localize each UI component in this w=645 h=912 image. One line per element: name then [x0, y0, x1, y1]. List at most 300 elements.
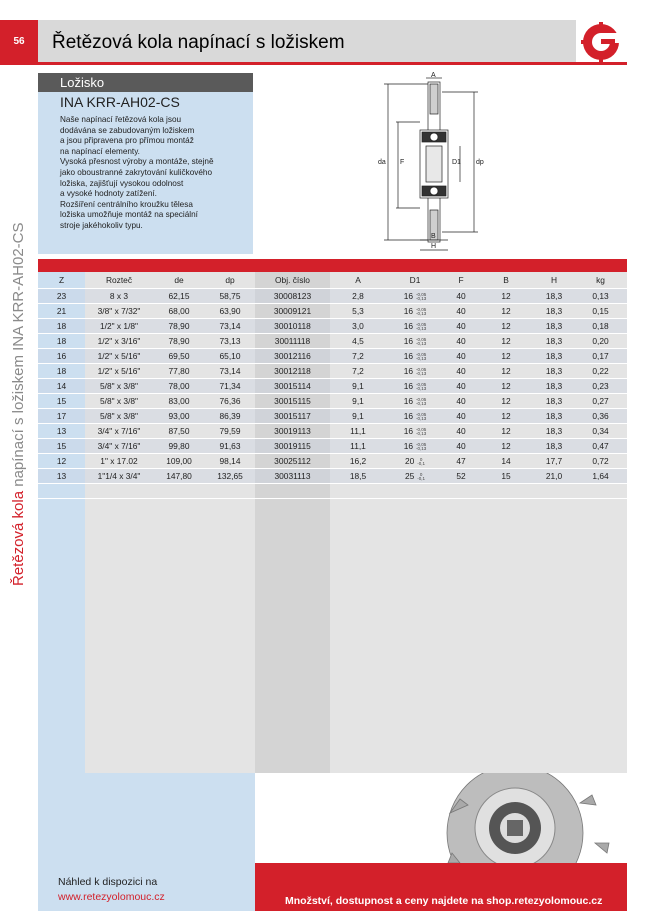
- cell-b-value: 12: [501, 306, 511, 316]
- cell-de: [153, 319, 205, 334]
- cell-dp: [205, 289, 255, 304]
- cell-f: [444, 364, 478, 379]
- table-row: [38, 469, 627, 484]
- cell-de: [153, 289, 205, 304]
- cell-a-value: 11,1: [350, 441, 366, 451]
- tolerance-upper: 0: [419, 456, 423, 462]
- cell-f-value: 40: [456, 396, 466, 406]
- tolerance-upper: -0,05: [416, 426, 427, 432]
- cell-z: [38, 409, 85, 424]
- cell-h-value: 17,7: [545, 456, 563, 466]
- cell-obj: [255, 319, 330, 334]
- cell-roztec-value: 5/8" x 3/8": [99, 381, 139, 391]
- header-underline: [38, 62, 627, 65]
- cell-obj-value: 30012116: [274, 351, 311, 361]
- cell-f-value: 52: [456, 471, 466, 481]
- cell-roztec: [85, 304, 153, 319]
- cell-f-value: 40: [456, 366, 466, 376]
- cell-de: [153, 364, 205, 379]
- header-a: A: [330, 272, 386, 289]
- cell-obj: [255, 364, 330, 379]
- header-obj: Obj. číslo: [255, 272, 330, 289]
- cell-b-value: 12: [501, 351, 511, 361]
- cell-d1-value: 16: [403, 366, 414, 376]
- cell-d1-value: 16: [403, 441, 414, 451]
- cell-roztec-value: 5/8" x 3/8": [99, 396, 139, 406]
- cell-dp-value: 73,14: [219, 366, 241, 376]
- cell-obj: [255, 394, 330, 409]
- cell-f-value: 40: [456, 306, 466, 316]
- cell-b-value: 15: [501, 471, 511, 481]
- header-b: B: [478, 272, 534, 289]
- cell-h-value: 18,3: [545, 291, 563, 301]
- description-line: a vysoké hodnoty zatížení.: [60, 189, 157, 199]
- cell-a-value: 18,5: [349, 471, 367, 481]
- description: [60, 115, 240, 232]
- vertical-sidebar: [2, 72, 34, 592]
- cell-kg-value: 0,47: [592, 441, 609, 451]
- cell-z-value: 15: [56, 396, 67, 406]
- label-b: B: [431, 233, 436, 240]
- cell-roztec: [85, 364, 153, 379]
- cell-b-value: 12: [501, 321, 511, 331]
- table-row: [38, 439, 627, 454]
- cell-f: [444, 394, 478, 409]
- cell-h: [534, 394, 574, 409]
- tolerance-upper: -0,05: [416, 336, 427, 342]
- cell-roztec: [85, 349, 153, 364]
- cell-a: [330, 379, 386, 394]
- cell-d1-value: 16: [403, 291, 414, 301]
- label-da: da: [378, 159, 386, 166]
- preview-note: Náhled k dispozici na: [58, 876, 158, 888]
- cell-dp-value: 73,14: [219, 321, 241, 331]
- product-table: [38, 272, 627, 499]
- cell-a: [330, 319, 386, 334]
- cell-roztec-value: 3/8" x 7/32": [97, 306, 141, 316]
- header-dp: dp: [205, 272, 255, 289]
- cell-a-value: 9,1: [352, 411, 364, 421]
- cell-obj-value: 30019115: [274, 441, 311, 451]
- tolerance-lower: -0,13: [416, 400, 427, 406]
- cell-roztec-value: 1/2" x 1/8": [99, 321, 139, 331]
- table-row: [38, 379, 627, 394]
- cell-a: [330, 304, 386, 319]
- d1-tolerance: [417, 458, 425, 466]
- cell-obj-value: 30025112: [274, 456, 311, 466]
- cell-z-value: 17: [56, 411, 67, 421]
- cell-b: [478, 364, 534, 379]
- d1-tolerance: [417, 473, 425, 481]
- cell-dp: [205, 379, 255, 394]
- cell-de: [153, 409, 205, 424]
- tolerance-upper: -0,05: [416, 351, 427, 357]
- company-logo: [576, 20, 627, 65]
- cell-kg-value: 0,13: [592, 291, 609, 301]
- d1-tolerance: [416, 368, 426, 376]
- table-row: [38, 304, 627, 319]
- cell-h: [534, 469, 574, 484]
- cell-a: [330, 334, 386, 349]
- header-d1: D1: [386, 272, 444, 289]
- tolerance-lower: -0,13: [416, 355, 427, 361]
- cell-b-value: 12: [501, 411, 511, 421]
- d1-tolerance: [416, 293, 426, 301]
- cell-z: [38, 319, 85, 334]
- description-line: dodávána se zabudovaným ložiskem: [60, 125, 195, 135]
- table-header-row: [38, 272, 627, 289]
- d1-tolerance: [416, 308, 426, 316]
- cell-d1: [386, 289, 444, 304]
- cell-obj-value: 30012118: [274, 366, 311, 376]
- description-line: Naše napínací řetězová kola jsou: [60, 115, 182, 124]
- table-row: [38, 364, 627, 379]
- cell-b: [478, 454, 534, 469]
- cell-z: [38, 364, 85, 379]
- cell-de-value: 109,00: [166, 456, 192, 466]
- cell-f-value: 40: [456, 321, 466, 331]
- cell-dp-value: 86,39: [219, 411, 241, 421]
- cell-f: [444, 319, 478, 334]
- label-f: F: [400, 159, 405, 166]
- cell-f: [444, 424, 478, 439]
- cell-obj-value: 30008123: [273, 291, 312, 301]
- d1-tolerance: [416, 428, 426, 436]
- cell-f-value: 40: [456, 381, 466, 391]
- cell-z-value: 23: [56, 291, 67, 301]
- table-row: [38, 424, 627, 439]
- cell-de-value: 78,90: [168, 336, 190, 346]
- cell-f-value: 40: [456, 351, 466, 361]
- d1-tolerance: [416, 383, 426, 391]
- cell-d1-value: 16: [403, 351, 414, 361]
- header-h: H: [534, 272, 574, 289]
- cell-obj-value: 30031113: [274, 471, 311, 481]
- cell-de-value: 68,00: [168, 306, 190, 316]
- cell-a-value: 4,5: [352, 336, 364, 346]
- cell-kg: [574, 379, 627, 394]
- cell-d1-value: 16: [403, 381, 414, 391]
- cell-dp: [205, 319, 255, 334]
- d1-tolerance: [416, 443, 426, 451]
- cell-dp: [205, 424, 255, 439]
- tolerance-lower: -0,13: [416, 295, 427, 301]
- cell-a: [330, 394, 386, 409]
- cell-b-value: 12: [501, 441, 511, 451]
- cell-z: [38, 349, 85, 364]
- description-line: jako oboustranné zakrytování kuličkového: [60, 167, 213, 177]
- cell-f-value: 40: [456, 291, 466, 301]
- cell-f-value: 47: [456, 456, 466, 466]
- cell-a-value: 9,1: [352, 381, 364, 391]
- cell-z-value: 18: [56, 366, 67, 376]
- d1-tolerance: [416, 398, 426, 406]
- cell-de-value: 93,00: [168, 411, 190, 421]
- tolerance-lower: -0,13: [416, 385, 427, 391]
- cell-d1-value: 16: [403, 306, 414, 316]
- cell-f: [444, 469, 478, 484]
- label-a: A: [431, 72, 436, 79]
- cell-h-value: 18,3: [545, 441, 563, 451]
- cell-roztec: [85, 409, 153, 424]
- cell-dp: [205, 454, 255, 469]
- cell-d1: [386, 349, 444, 364]
- cell-de-value: 99,80: [168, 441, 190, 451]
- tolerance-lower: -0,1: [417, 460, 426, 466]
- cell-f-value: 40: [456, 441, 466, 451]
- cell-a: [330, 289, 386, 304]
- cell-de-value: 147,80: [166, 471, 192, 481]
- cell-d1: [386, 409, 444, 424]
- cell-f: [444, 334, 478, 349]
- cell-z-value: 13: [56, 426, 67, 436]
- cell-a-value: 2,8: [352, 291, 364, 301]
- description-line: a jsou připravena pro přímou montáž: [60, 136, 194, 146]
- cell-h: [534, 364, 574, 379]
- cell-roztec-value: 8 x 3: [109, 291, 129, 301]
- cell-kg-value: 0,22: [592, 366, 609, 376]
- tolerance-lower: -0,1: [417, 475, 426, 481]
- table-row: [38, 349, 627, 364]
- cell-f: [444, 304, 478, 319]
- cell-z: [38, 334, 85, 349]
- cell-dp-value: 65,10: [219, 351, 241, 361]
- cell-de: [153, 349, 205, 364]
- cell-h: [534, 439, 574, 454]
- cell-roztec: [85, 424, 153, 439]
- cell-obj: [255, 304, 330, 319]
- tolerance-lower: -0,13: [416, 430, 427, 436]
- cell-obj-value: 30019113: [274, 426, 311, 436]
- table-row: [38, 454, 627, 469]
- cell-d1-value: 16: [403, 336, 414, 346]
- cell-b: [478, 469, 534, 484]
- page-number: 56: [13, 36, 25, 47]
- cell-h-value: 18,3: [545, 336, 563, 346]
- tolerance-lower: -0,13: [416, 310, 427, 316]
- d1-tolerance: [416, 323, 426, 331]
- cell-obj: [255, 349, 330, 364]
- table-row: [38, 319, 627, 334]
- cell-h-value: 18,3: [545, 426, 563, 436]
- d1-tolerance: [416, 353, 426, 361]
- tolerance-upper: 0: [419, 471, 423, 477]
- header-z: Z: [38, 272, 85, 289]
- section-label: Ložisko: [60, 75, 105, 90]
- cell-f: [444, 289, 478, 304]
- cell-de: [153, 304, 205, 319]
- cell-d1-value: 16: [403, 321, 414, 331]
- cell-obj: [255, 379, 330, 394]
- cell-dp-value: 132,65: [217, 471, 243, 481]
- cell-roztec-value: 1"1/4 x 3/4": [97, 471, 141, 481]
- cell-z-value: 16: [56, 351, 67, 361]
- cell-de-value: 83,00: [168, 396, 190, 406]
- cell-d1-value: 16: [403, 426, 414, 436]
- tolerance-lower: -0,13: [416, 370, 427, 376]
- cell-kg-value: 0,18: [592, 321, 609, 331]
- cell-b: [478, 304, 534, 319]
- cell-a-value: 9,1: [352, 396, 364, 406]
- cell-h: [534, 289, 574, 304]
- cell-de: [153, 379, 205, 394]
- cell-z: [38, 289, 85, 304]
- cell-obj-value: 30015117: [274, 411, 311, 421]
- cell-d1: [386, 364, 444, 379]
- cell-roztec-value: 1/2" x 3/16": [97, 336, 141, 346]
- cell-obj-value: 30015115: [274, 396, 311, 406]
- cell-obj-value: 30009121: [273, 306, 312, 316]
- label-dp: dp: [476, 159, 484, 166]
- cell-kg-value: 1,64: [592, 471, 609, 481]
- cell-a-value: 16,2: [349, 456, 367, 466]
- cell-dp: [205, 439, 255, 454]
- cell-a-value: 11,1: [350, 426, 366, 436]
- cell-d1: [386, 469, 444, 484]
- cell-obj-value: 30015114: [274, 381, 311, 391]
- table-top-bar: [38, 259, 627, 272]
- cell-roztec: [85, 439, 153, 454]
- cell-roztec-value: 1/2" x 5/16": [97, 366, 141, 376]
- d1-tolerance: [416, 413, 426, 421]
- cell-dp: [205, 349, 255, 364]
- cell-kg: [574, 454, 627, 469]
- cell-b-value: 12: [501, 336, 511, 346]
- website-link[interactable]: www.retezyolomouc.cz: [58, 891, 165, 903]
- cell-roztec: [85, 319, 153, 334]
- cell-b: [478, 424, 534, 439]
- cell-de: [153, 334, 205, 349]
- cell-z-value: 13: [56, 471, 67, 481]
- cell-obj: [255, 409, 330, 424]
- shop-note[interactable]: Množství, dostupnost a ceny najdete na shop.retezyolomouc.cz: [285, 895, 603, 907]
- cell-roztec-value: 1/2" x 5/16": [97, 351, 141, 361]
- cell-dp-value: 98,14: [219, 456, 241, 466]
- cell-z: [38, 469, 85, 484]
- tolerance-upper: -0,05: [416, 306, 427, 312]
- tolerance-upper: -0,05: [416, 366, 427, 372]
- cell-h: [534, 334, 574, 349]
- cell-roztec-value: 3/4" x 7/16": [97, 441, 141, 451]
- description-line: na napínací elementy.: [60, 146, 140, 156]
- cell-h-value: 21,0: [545, 471, 563, 481]
- cell-roztec: [85, 334, 153, 349]
- cell-kg-value: 0,15: [592, 306, 609, 316]
- header-de: de: [153, 272, 205, 289]
- cell-kg: [574, 319, 627, 334]
- cell-obj-value: 30011118: [274, 336, 311, 346]
- label-h: H: [431, 243, 437, 250]
- tolerance-upper: -0,05: [416, 396, 427, 402]
- tolerance-lower: -0,13: [416, 325, 427, 331]
- cell-roztec: [85, 469, 153, 484]
- cell-dp: [205, 394, 255, 409]
- cell-obj: [255, 334, 330, 349]
- cell-dp-value: 76,36: [219, 396, 241, 406]
- cell-dp-value: 79,59: [219, 426, 241, 436]
- cell-a: [330, 424, 386, 439]
- cell-z-value: 18: [56, 321, 67, 331]
- cell-f-value: 40: [456, 336, 466, 346]
- cell-d1: [386, 319, 444, 334]
- cell-b: [478, 319, 534, 334]
- cell-h: [534, 454, 574, 469]
- description-line: stroje jakéhokoliv typu.: [60, 220, 143, 230]
- header-roztec: Rozteč: [85, 272, 153, 289]
- cell-b: [478, 334, 534, 349]
- cell-kg: [574, 424, 627, 439]
- cell-b-value: 12: [501, 396, 511, 406]
- table-row: [38, 289, 627, 304]
- cell-h: [534, 379, 574, 394]
- cell-f: [444, 439, 478, 454]
- cell-a-value: 7,2: [352, 366, 364, 376]
- cell-a: [330, 409, 386, 424]
- cell-de-value: 87,50: [168, 426, 190, 436]
- cell-roztec-value: 1" x 17.02: [100, 456, 138, 466]
- cell-de: [153, 469, 205, 484]
- cell-kg: [574, 304, 627, 319]
- cell-obj: [255, 439, 330, 454]
- cell-de-value: 78,00: [168, 381, 190, 391]
- cell-b-value: 12: [501, 366, 511, 376]
- cell-z: [38, 439, 85, 454]
- cell-z-value: 21: [56, 306, 67, 316]
- cell-h-value: 18,3: [545, 411, 563, 421]
- cell-de-value: 77,80: [168, 366, 190, 376]
- d1-tolerance: [416, 338, 426, 346]
- cell-kg-value: 0,72: [592, 456, 609, 466]
- cell-obj: [255, 289, 330, 304]
- cell-roztec: [85, 394, 153, 409]
- cell-z: [38, 379, 85, 394]
- cell-roztec-value: 5/8" x 3/8": [99, 411, 139, 421]
- cell-kg: [574, 394, 627, 409]
- page-title: Řetězová kola napínací s ložiskem: [52, 32, 345, 53]
- cell-d1: [386, 439, 444, 454]
- cell-f: [444, 379, 478, 394]
- cell-b-value: 12: [501, 291, 511, 301]
- cell-a-value: 3,0: [352, 321, 364, 331]
- cell-d1-value: 16: [403, 396, 414, 406]
- cell-de-value: 78,90: [168, 321, 190, 331]
- tolerance-upper: -0,05: [416, 291, 427, 297]
- cell-roztec-value: 3/4" x 7/16": [97, 426, 141, 436]
- cell-h: [534, 304, 574, 319]
- cell-kg: [574, 409, 627, 424]
- cell-a: [330, 439, 386, 454]
- cell-roztec: [85, 289, 153, 304]
- cell-d1: [386, 454, 444, 469]
- cell-b: [478, 409, 534, 424]
- cell-a-value: 7,2: [352, 351, 364, 361]
- cell-dp-value: 63,90: [219, 306, 241, 316]
- cell-b: [478, 394, 534, 409]
- description-line: Vysoká přesnost výroby a montáže, stejně: [60, 157, 214, 167]
- cell-obj: [255, 469, 330, 484]
- cell-f: [444, 454, 478, 469]
- table-row: [38, 394, 627, 409]
- cell-de: [153, 424, 205, 439]
- cell-h-value: 18,3: [545, 321, 563, 331]
- cell-h-value: 18,3: [545, 306, 563, 316]
- header-f: F: [444, 272, 478, 289]
- description-line: ložiska umožňuje montáž na speciální: [60, 210, 198, 220]
- vertical-title-red: Řetězová kola: [10, 490, 27, 586]
- cell-kg: [574, 289, 627, 304]
- cell-dp: [205, 334, 255, 349]
- cell-kg: [574, 439, 627, 454]
